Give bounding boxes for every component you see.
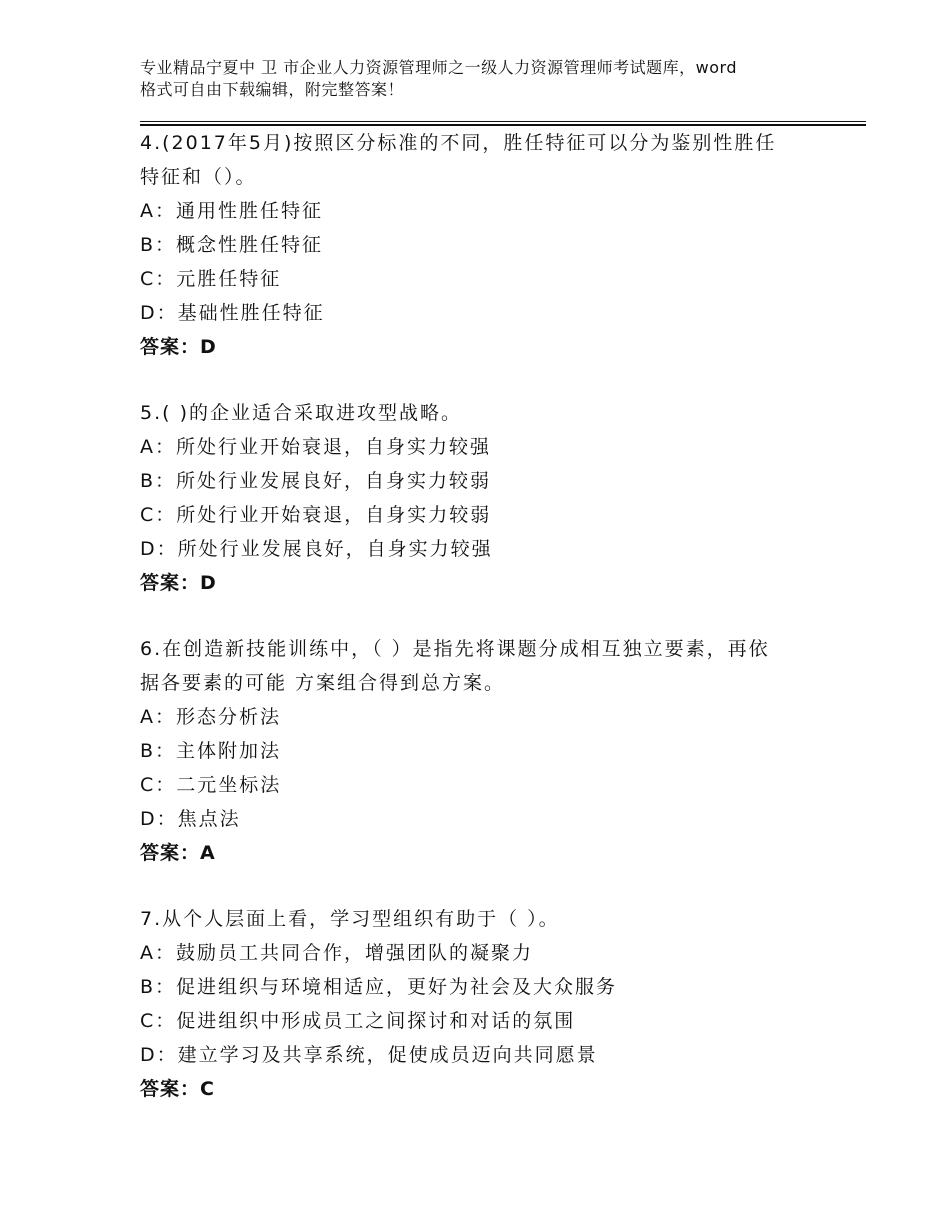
header-divider-thin [140, 121, 866, 122]
option-d: D：建立学习及共享系统，促使成员迈向共同愿景 [140, 1044, 598, 1066]
header-line-2: 格式可自由下载编辑，附完整答案！ [140, 80, 405, 99]
option-a: A：鼓励员工共同合作，增强团队的凝聚力 [140, 942, 533, 964]
header-line-1: 专业精品宁夏中 卫 市企业人力资源管理师之一级人力资源管理师考试题库，word [140, 58, 738, 77]
question-7 [140, 902, 850, 1106]
option-b: B：主体附加法 [140, 740, 282, 762]
option-a: A：通用性胜任特征 [140, 200, 323, 222]
option-d: D：所处行业发展良好，自身实力较强 [140, 538, 493, 560]
option-c: C：促进组织中形成员工之间探讨和对话的氛围 [140, 1010, 576, 1032]
question-4 [140, 126, 850, 364]
option-c: C：二元坐标法 [140, 774, 282, 796]
document-header [140, 57, 840, 101]
question-list [140, 126, 850, 1138]
option-d: D：基础性胜任特征 [140, 302, 325, 324]
answer-label: 答案：D [140, 336, 217, 358]
question-6 [140, 632, 850, 870]
option-c: C：所处行业开始衰退，自身实力较弱 [140, 504, 492, 526]
option-c: C：元胜任特征 [140, 268, 282, 290]
option-b: B：所处行业发展良好，自身实力较弱 [140, 470, 492, 492]
answer-label: 答案：D [140, 572, 217, 594]
question-stem: 4.(2017年5月)按照区分标准的不同，胜任特征可以分为鉴别性胜任 [140, 132, 777, 154]
answer-label: 答案：A [140, 842, 216, 864]
question-5 [140, 396, 850, 600]
question-stem: 7.从个人层面上看，学习型组织有助于（ ）。 [140, 908, 560, 930]
option-a: A：所处行业开始衰退，自身实力较强 [140, 436, 491, 458]
option-b: B：促进组织与环境相适应，更好为社会及大众服务 [140, 976, 618, 998]
question-stem-continued: 据各要素的可能 方案组合得到总方案。 [140, 672, 506, 694]
option-b: B：概念性胜任特征 [140, 234, 324, 256]
answer-label: 答案：C [140, 1078, 215, 1100]
option-d: D：焦点法 [140, 808, 241, 830]
question-stem-continued: 特征和（）。 [140, 166, 257, 188]
question-stem: 5.( )的企业适合采取进攻型战略。 [140, 402, 462, 424]
question-stem: 6.在创造新技能训练中，（ ）是指先将课题分成相互独立要素，再依 [140, 638, 770, 660]
option-a: A：形态分析法 [140, 706, 281, 728]
